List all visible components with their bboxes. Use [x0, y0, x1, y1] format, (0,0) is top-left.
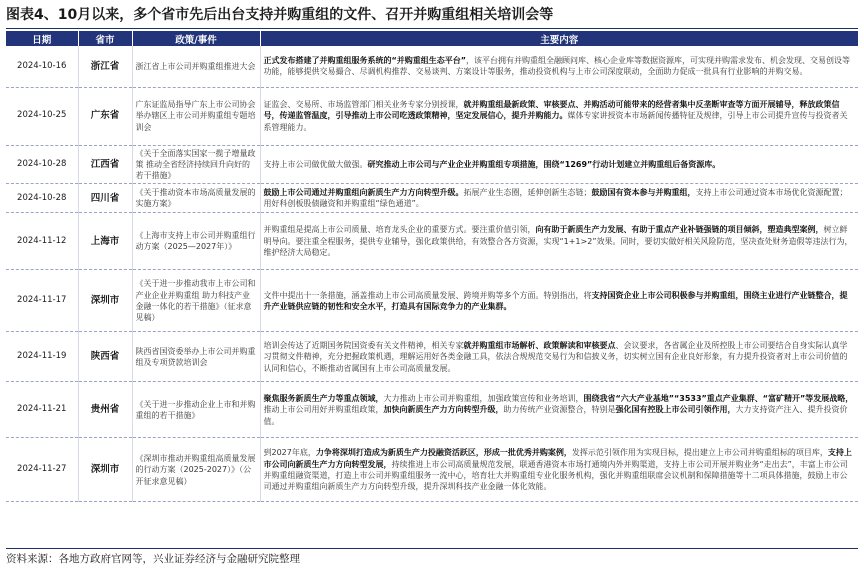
table-row: [6, 87, 858, 145]
header-province: 省市: [78, 31, 132, 46]
policy-cell: 《关于推动资本市场高质量发展的实施方案》: [132, 184, 260, 213]
content-segment: 证监会、交易所、市场监管部门相关业务专家分别授课，: [263, 100, 464, 110]
date-cell: 2024-11-12: [6, 213, 78, 270]
date-cell: 2024-11-19: [6, 332, 78, 382]
policy-cell: 浙江省上市公司并购重组推进大会: [132, 46, 260, 87]
header-policy: 政策/事件: [132, 31, 260, 46]
content-segment: 大力支持资产注入、提升投资价值。: [263, 405, 848, 426]
date-cell: 2024-10-16: [6, 46, 78, 87]
title-rule: [6, 28, 858, 29]
content-bold-segment: 聚焦服务新质生产力等重点领域，: [263, 393, 384, 403]
policy-cell: 《深圳市推动并购重组高质量发展的行动方案（2025-2027）》（公开征求意见稿）: [132, 438, 260, 502]
province-cell: 贵州省: [78, 382, 132, 438]
date-cell: 2024-10-28: [6, 184, 78, 213]
table-row: [6, 213, 858, 270]
policy-cell: 《关于进一步推动我市上市公司和产业企业并购重组 助力科技产业金融一体化的若干措施》（征求意见稿）: [132, 270, 260, 332]
content-segment: 支持上市公司通过资本市场优化资源配置；用好科创板股债融资和并购重组“绿色通道”。: [263, 188, 848, 209]
content-segment: 推动上市公司用好并购重组政策，: [263, 405, 384, 415]
date-cell: 2024-10-25: [6, 87, 78, 145]
content-segment: 、会议要求，各省属企业及所控股上市公司要结合自身实际认真学习贯彻文件精神，充分把握政策机遇，理解运用好各类金融工具，依法合规规范交易行为和信披义务，切实树立国有企业良好形象，有力提升投资者对上市公司价值的认同和信心，不断推动省属国有上市公司高质量发展。: [263, 340, 848, 373]
policy-cell: 《上海市支持上市公司并购重组行动方案（2025—2027年）》: [132, 213, 260, 270]
province-cell: 四川省: [78, 184, 132, 213]
table-row: [6, 438, 858, 502]
province-cell: 浙江省: [78, 46, 132, 87]
content-segment: 助力传统产业资源整合，特别是: [503, 405, 616, 415]
content-bold-segment: 正式发布搭建了并购重组服务系统的“并购重组生态平台”: [263, 55, 467, 65]
content-bold-segment: 就并购重组市场解析、政策解读和审核要点: [463, 340, 616, 350]
table-row: [6, 270, 858, 332]
date-cell: 2024-11-17: [6, 270, 78, 332]
table-row: [6, 145, 858, 184]
content-bold-segment: 鼓励国有资本参与并购重组，: [591, 188, 696, 198]
footer-rule: [6, 548, 858, 549]
content-bold-segment: 支持国资企业上市公司积极参与并购重组，围绕主业进行产业链整合，提升产业链供应链的韧性和安全水平，打造具有国际竞争力的产业集群。: [263, 290, 848, 311]
policy-cell: 广东证监局指导广东上市公司协会举办辖区上市公司并购重组专题培训会: [132, 87, 260, 145]
policy-table: [6, 31, 858, 502]
table-header-row: [6, 31, 858, 46]
content-segment: 培训会传达了近期国务院国资委有关文件精神，相关专家: [263, 340, 464, 350]
policy-cell: 《关于进一步推动企业上市和并购重组的若干措施》: [132, 382, 260, 438]
table-body: [6, 46, 858, 502]
content-segment: 大力推动上市公司并购重组，加强政策宣传和业务培训，: [383, 393, 584, 403]
content-segment: 持续推进上市公司高质量规范发展，联通香港资本市场打通境内外并购渠道，支持上市公司开展并购业务“走出去”，丰富上市公司并购重组融资渠道，打造上市公司并购重组服务一流中心，培育壮大并购重组专业化服务机构，强化并购重组联席会议机制和保障措施等十二项具体措施，鼓励上市公司通过并购重组向新质生产力方向转型升级，提升深圳科技产业金融一体化效能。: [263, 459, 848, 492]
province-cell: 深圳市: [78, 270, 132, 332]
content-bold-segment: 就并购重组最新政策、审核要点、并购活动可能带来的经营者集中反垄断审查等方面开展辅导，释放政策信号，传递监管温度，引导推动上市公司吃透政策精神，坚定发展信心，提升并购能力。: [263, 100, 840, 121]
content-cell: [260, 213, 858, 270]
content-cell: [260, 46, 858, 87]
content-cell: [260, 87, 858, 145]
content-bold-segment: 支持上市公司向新质生产力方向转型发展，: [263, 448, 852, 469]
content-segment: 文件中提出十一条措施，涵盖推动上市公司高质量发展、跨境并购等多个方面。特别指出，将: [263, 290, 592, 300]
content-bold-segment: 围绕我省“六大产业基地”“3533”重点产业集群、“富矿精开”等发展战略，: [583, 393, 854, 403]
figure-title: 图表4、10月以来，多个省市先后出台支持并购重组的文件、召开并购重组相关培训会等: [6, 7, 554, 23]
content-segment: 支持上市公司做优做大做强。: [263, 159, 368, 169]
content-cell: [260, 145, 858, 184]
date-cell: 2024-10-28: [6, 145, 78, 184]
table-row: [6, 184, 858, 213]
province-cell: 广东省: [78, 87, 132, 145]
content-bold-segment: 研究推动上市公司与产业企业并购重组专项措施，围绕“1269”行动计划建立并购重组后备资源库。: [367, 159, 721, 169]
content-segment: 拓展产业生态圈，延伸创新生态链；: [463, 188, 592, 198]
policy-cell: 《关于全面落实国家一揽子增量政策 推动全省经济持续回升向好的若干措施》: [132, 145, 260, 184]
province-cell: 江西省: [78, 145, 132, 184]
table-row: [6, 332, 858, 382]
content-cell: [260, 332, 858, 382]
policy-cell: 陕西省国资委举办上市公司并购重组及专项贷款培训会: [132, 332, 260, 382]
date-cell: 2024-11-27: [6, 438, 78, 502]
content-segment: 发挥示范引领作用为实现目标，提出建立上市公司并购重组标的项目库，: [571, 448, 828, 458]
content-cell: [260, 382, 858, 438]
province-cell: 陕西省: [78, 332, 132, 382]
content-segment: 到2027年底，: [263, 448, 316, 458]
source-note: 资料来源：各地方政府官网等，兴业证券经济与金融研究院整理: [6, 553, 300, 565]
header-content: 主要内容: [260, 31, 858, 46]
content-cell: [260, 270, 858, 332]
table-row: [6, 46, 858, 87]
content-cell: [260, 438, 858, 502]
header-date: 日期: [6, 31, 78, 46]
content-bold-segment: 加快向新质生产力方向转型升级，: [383, 405, 504, 415]
province-cell: 深圳市: [78, 438, 132, 502]
content-bold-segment: 向有助于新质生产力发展、有助于重点产业补链强链的项目倾斜，塑造典型案例，: [535, 225, 824, 235]
date-cell: 2024-11-21: [6, 382, 78, 438]
content-cell: [260, 184, 858, 213]
content-segment: 并购重组是提高上市公司质量、培育龙头企业的重要方式。要注重价值引领，: [263, 225, 536, 235]
table-row: [6, 382, 858, 438]
content-segment: 树立鲜明导向。要注重全程服务，提供专业辅导，强化政策供给，有效整合各方资源，实现“1+1>2”效果。同时，要切实做好相关风险防范，坚决查处财务造假等违法行为，维护经济大局稳定。: [263, 225, 853, 258]
content-segment: ，该平台拥有并购重组全融顾问库、核心企业库等数据资源库，可实现并购需求发布、机会发现、交易创设等功能，能够提供交易撮合、尽调机构推荐、交易谈判、方案设计等服务，推动投资机构与上市公司深度联动，全面助力促成一批具有行业影响的并购交易。: [263, 55, 851, 77]
content-bold-segment: 力争将深圳打造成为新质生产力投融资活跃区，形成一批优秀并购案例，: [315, 448, 572, 458]
content-bold-segment: 强化国有控股上市公司引领作用，: [615, 405, 736, 415]
content-bold-segment: 鼓励上市公司通过并购重组向新质生产力方向转型升级。: [263, 188, 464, 198]
content-segment: 媒体专家讲授资本市场新闻传播特征及规律，引导上市公司提升宣传与投资者关系管理能力。: [263, 111, 848, 132]
province-cell: 上海市: [78, 213, 132, 270]
